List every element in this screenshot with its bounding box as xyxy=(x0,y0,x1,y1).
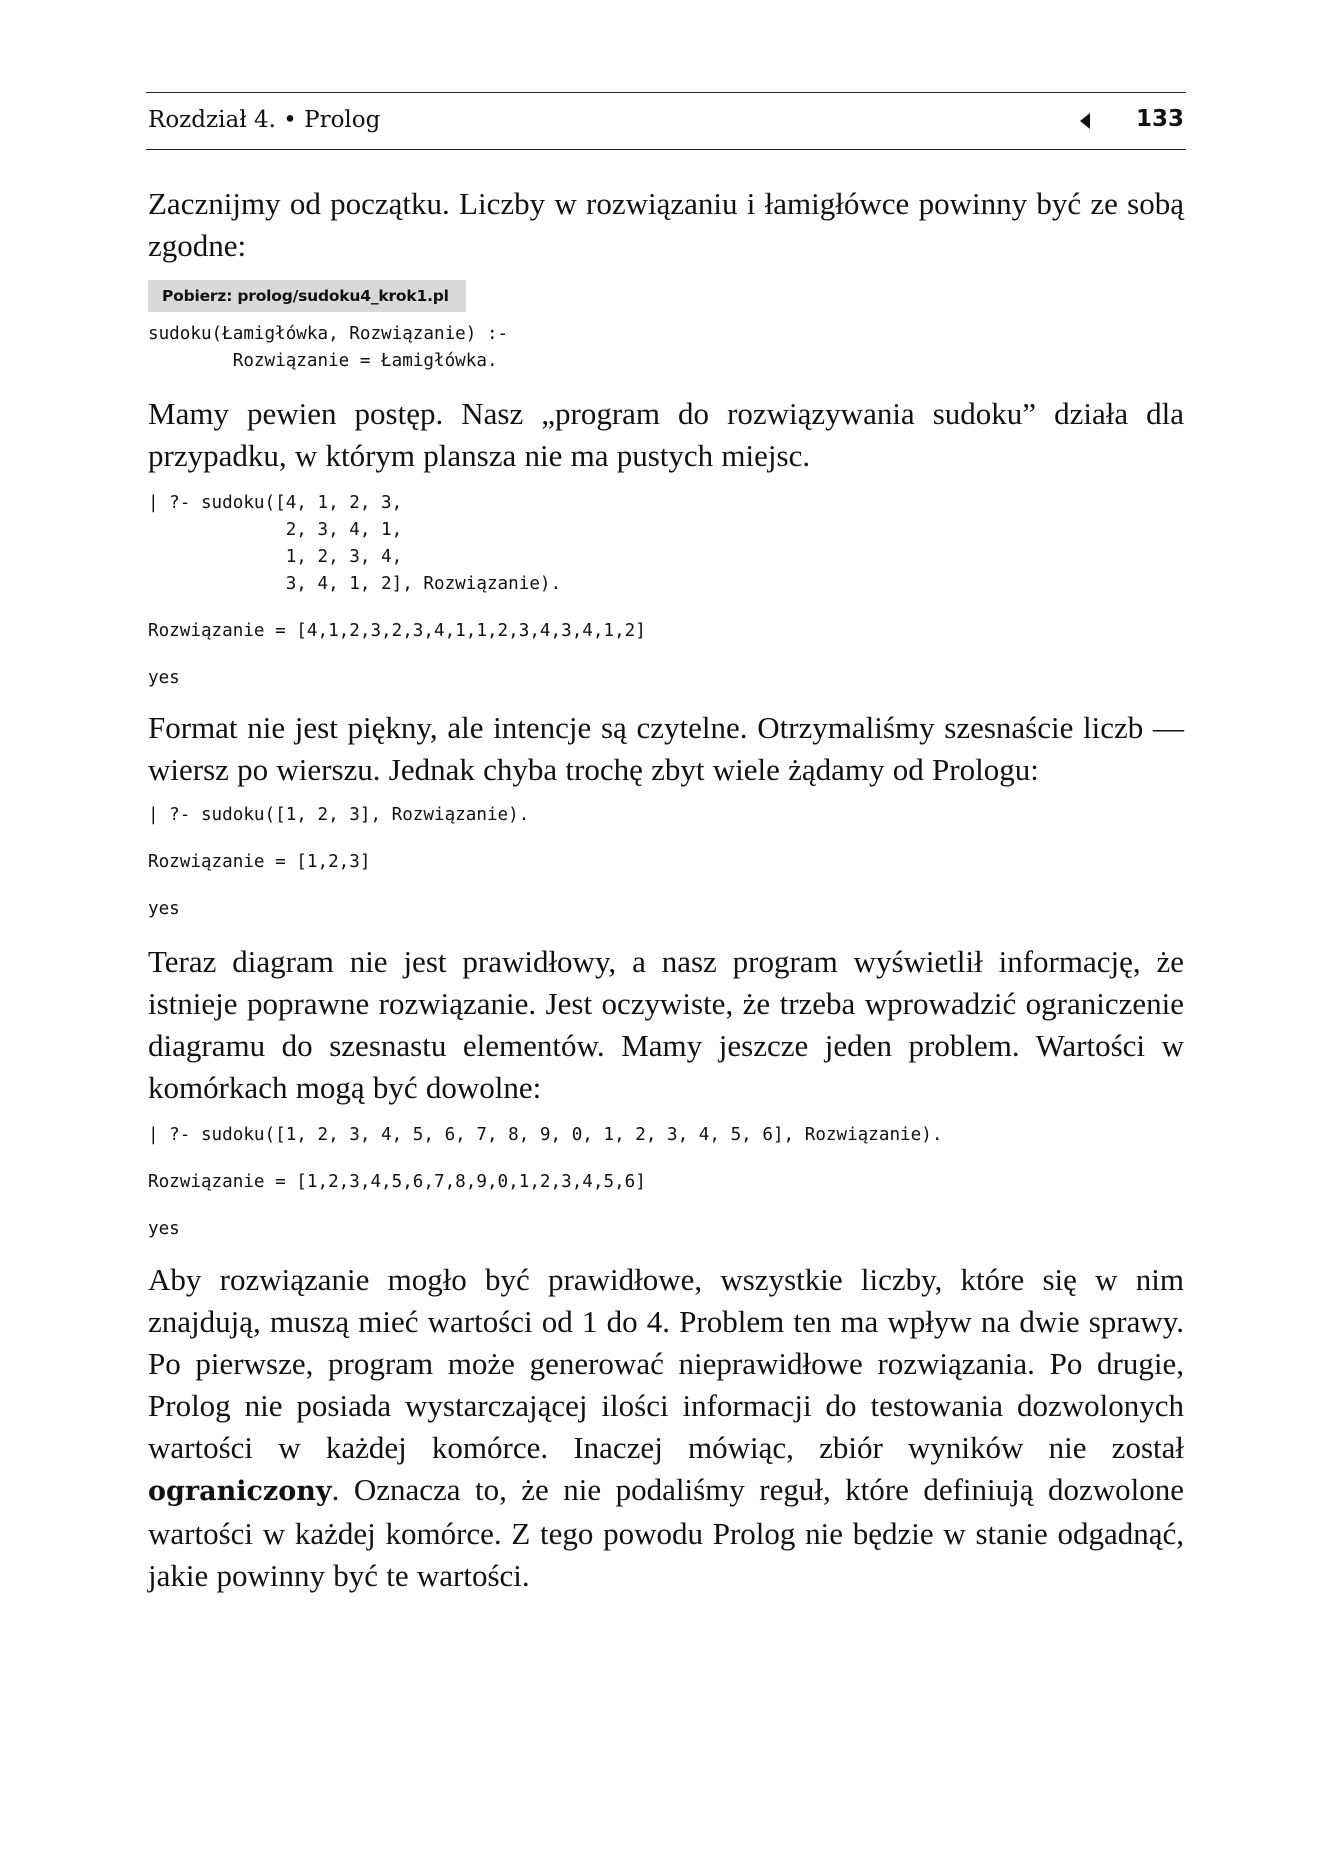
triangle-left-icon xyxy=(1080,113,1090,129)
chapter-title: Rozdział 4. • Prolog xyxy=(148,107,381,133)
paragraph-2: Mamy pewien postęp. Nasz „program do rozwiązywania sudoku” działa dla przypadku, w którym plansza nie ma pustych miejsc. xyxy=(148,396,1184,473)
code-result-3: Rozwiązanie = [1,2,3,4,5,6,7,8,9,0,1,2,3,4,5,6] xyxy=(148,1172,646,1192)
code-query-3: | ?- sudoku([1, 2, 3, 4, 5, 6, 7, 8, 9, 0, 1, 2, 3, 4, 5, 6], Rozwiązanie). xyxy=(148,1125,943,1145)
paragraph-3: Format nie jest piękny, ale intencje są czytelne. Otrzymaliśmy szesnaście liczb — wiersz po wierszu. Jednak chyba trochę zbyt wiele żądamy od Prologu: xyxy=(148,710,1184,787)
paragraph-5 xyxy=(148,1259,1184,1597)
code-listing-1: sudoku(Łamigłówka, Rozwiązanie) :- Rozwiązanie = Łamigłówka. xyxy=(148,324,509,371)
page-content xyxy=(148,183,1184,1597)
paragraph-4: Teraz diagram nie jest prawidłowy, a nasz program wyświetlił informację, że istnieje poprawne rozwiązanie. Jest oczywiste, że trzeba wprowadzić ograniczenie diagramu do szesnastu elementów. Mamy jeszcze jeden problem. Wartości w komórkach mogą być dowolne: xyxy=(148,944,1184,1105)
paragraph-5-text-a: Aby rozwiązanie mogło być prawidłowe, wszystkie liczby, które się w nim znajdują, muszą mieć wartości od 1 do 4. Problem ten ma wpływ na dwie sprawy. Po pierwsze, program może generować nieprawidłowe rozwiązania. Po drugie, Prolog nie posiada wystarczającej ilości informacji do testowania dozwolonych wartości w każdej komórce. Inaczej mówiąc, zbiór wyników nie został xyxy=(148,1262,1184,1465)
download-bar xyxy=(148,280,1184,312)
paragraph-5-text-b: . Oznacza to, że nie podaliśmy reguł, które definiują dozwolone wartości w każdej komórce. Z tego powodu Prolog nie będzie w stanie odgadnąć, jakie powinny być te wartości. xyxy=(148,1472,1184,1593)
code-yes-3: yes xyxy=(148,1219,180,1239)
code-query-1: | ?- sudoku([4, 1, 2, 3, 2, 3, 4, 1, 1, 2, 3, 4, 3, 4, 1, 2], Rozwiązanie). xyxy=(148,493,562,594)
code-yes-1: yes xyxy=(148,668,180,688)
code-query-2: | ?- sudoku([1, 2, 3], Rozwiązanie). xyxy=(148,805,530,825)
code-result-1: Rozwiązanie = [4,1,2,3,2,3,4,1,1,2,3,4,3,4,1,2] xyxy=(148,621,646,641)
bold-term: ograniczony xyxy=(148,1476,332,1507)
download-label: Pobierz: prolog/sudoku4_krok1.pl xyxy=(148,280,466,312)
page-number: 133 xyxy=(1135,106,1184,132)
code-yes-2: yes xyxy=(148,899,180,919)
paragraph-1: Zacznijmy od początku. Liczby w rozwiązaniu i łamigłówce powinny być ze sobą zgodne: xyxy=(148,186,1184,263)
code-result-2: Rozwiązanie = [1,2,3] xyxy=(148,852,371,872)
running-header xyxy=(146,92,1186,150)
